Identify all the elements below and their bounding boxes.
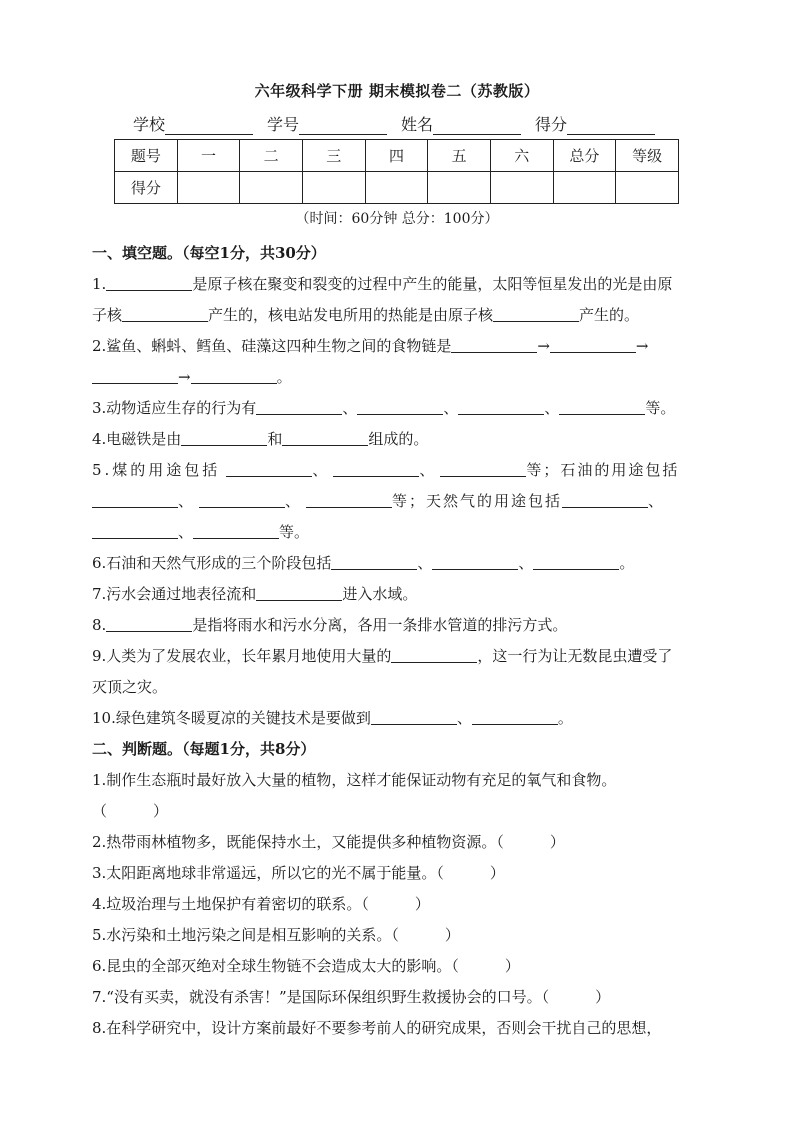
- question-5-line-1: [92, 455, 704, 486]
- separator: 、: [456, 709, 472, 727]
- question-number: 8.: [92, 616, 107, 634]
- question-text: 等；石油的用途包括: [526, 461, 680, 479]
- header-cell: 五: [428, 140, 491, 172]
- question-text: 9.人类为了发展农业，长年累月地使用大量的: [92, 647, 392, 665]
- header-cell: 等级: [616, 140, 679, 172]
- question-2-line-2: [92, 362, 704, 393]
- answer-blank[interactable]: [493, 304, 579, 322]
- score-field[interactable]: [535, 112, 655, 135]
- school-blank[interactable]: [165, 118, 253, 135]
- exam-title: 六年级科学下册 期末模拟卷二（苏教版）: [254, 82, 540, 100]
- question-text: 。: [557, 709, 573, 727]
- question-text: 等。: [279, 523, 310, 541]
- judge-1-line-1: 1.制作生态瓶时最好放入大量的植物，这样才能保证动物有充足的氧气和食物。: [92, 771, 617, 789]
- question-text: 10.绿色建筑冬暖夏凉的关键技术是要做到: [92, 709, 371, 727]
- paren-close: ）: [414, 895, 430, 913]
- question-text: 6.昆虫的全部灭绝对全球生物链不会造成太大的影响。: [92, 957, 452, 975]
- id-blank[interactable]: [299, 118, 387, 135]
- answer-blank[interactable]: [122, 304, 208, 322]
- question-text: 5.水污染和土地污染之间是相互影响的关系。: [92, 926, 392, 944]
- header-cell: 总分: [553, 140, 616, 172]
- question-text: 是指将雨水和污水分离，各用一条排水管道的排污方式。: [192, 616, 568, 634]
- score-cell[interactable]: [553, 172, 616, 204]
- score-cell[interactable]: [302, 172, 365, 204]
- question-10: [92, 703, 704, 734]
- answer-blank[interactable]: [92, 521, 178, 539]
- question-text: 2.热带雨林植物多，既能保持水土，又能提供多种植物资源。: [92, 833, 497, 851]
- separator: 、: [417, 554, 433, 572]
- separator: 、: [285, 492, 301, 510]
- name-field[interactable]: [401, 112, 521, 135]
- question-text: 3.太阳距离地球非常遥远，所以它的光不属于能量。: [92, 864, 437, 882]
- separator: 、: [648, 492, 664, 510]
- question-text: 5.煤的用途包括: [92, 461, 221, 479]
- answer-blank[interactable]: [391, 645, 477, 663]
- question-text: 4.垃圾治理与土地保护有着密切的联系。: [92, 895, 362, 913]
- answer-blank[interactable]: [458, 397, 544, 415]
- question-text: 4.电磁铁是由: [92, 430, 182, 448]
- paren-close: ）: [549, 833, 565, 851]
- paren-open: （: [436, 864, 444, 882]
- question-text: 。: [619, 554, 635, 572]
- question-7: [92, 579, 704, 610]
- separator: 、: [312, 461, 328, 479]
- question-text: 3.动物适应生存的行为有: [92, 399, 257, 417]
- header-cell: 六: [490, 140, 553, 172]
- separator: 、: [544, 399, 560, 417]
- time-note: （时间：60分钟 总分：100分）: [295, 211, 499, 227]
- question-text: 7.污水会通过地表径流和: [92, 585, 257, 603]
- score-label: 得分: [535, 115, 568, 134]
- score-cell[interactable]: [490, 172, 553, 204]
- answer-blank[interactable]: [559, 397, 645, 415]
- question-text: 。: [276, 368, 292, 386]
- answer-blank[interactable]: [226, 459, 312, 477]
- question-text: 组成的。: [368, 430, 429, 448]
- answer-blank[interactable]: [357, 397, 443, 415]
- arrow: →: [537, 337, 550, 355]
- school-label: 学校: [133, 115, 166, 134]
- answer-blank[interactable]: [306, 490, 392, 508]
- paren-open: （: [451, 957, 459, 975]
- section-title: 二、判断题。（每题1分，共8分）: [92, 740, 316, 758]
- question-text: 等。: [645, 399, 676, 417]
- question-5-line-3: [92, 517, 704, 548]
- question-text: 产生的。: [579, 306, 640, 324]
- header-cell: 题号: [115, 140, 178, 172]
- answer-blank[interactable]: [106, 614, 192, 632]
- separator: 、: [178, 492, 194, 510]
- score-cell[interactable]: [616, 172, 679, 204]
- answer-blank[interactable]: [550, 335, 636, 353]
- separator: 、: [443, 399, 459, 417]
- question-3: [92, 393, 704, 424]
- judge-3: [92, 858, 704, 889]
- judge-1-line-2: [92, 796, 704, 827]
- answer-blank[interactable]: [282, 428, 368, 446]
- question-5-line-2: [92, 486, 704, 517]
- question-text: 是原子核在聚变和裂变的过程中产生的能量，太阳等恒星发出的光是由原: [192, 275, 673, 293]
- score-table-header-row: [115, 140, 679, 172]
- id-field[interactable]: [267, 112, 387, 135]
- answer-blank[interactable]: [440, 459, 526, 477]
- arrow: →: [635, 337, 649, 355]
- answer-blank[interactable]: [331, 552, 417, 570]
- score-cell[interactable]: [177, 172, 240, 204]
- score-cell[interactable]: [428, 172, 491, 204]
- judge-2: [92, 827, 704, 858]
- answer-blank[interactable]: [562, 490, 648, 508]
- question-number: 1.: [92, 275, 107, 293]
- answer-blank[interactable]: [92, 366, 178, 384]
- paren-close: ）: [489, 864, 505, 882]
- paren-close: ）: [504, 957, 520, 975]
- name-blank[interactable]: [433, 118, 521, 135]
- judge-8-line-1: 8.在科学研究中，设计方案前最好不要参考前人的研究成果，否则会干扰自己的思想，: [92, 1019, 662, 1037]
- question-text: 进入水域。: [342, 585, 418, 603]
- answer-blank[interactable]: [106, 273, 192, 291]
- paren-open: （: [92, 802, 108, 820]
- judge-6: [92, 951, 704, 982]
- paren-close: ）: [595, 988, 611, 1006]
- answer-blank[interactable]: [333, 459, 419, 477]
- question-6: [92, 548, 704, 579]
- question-4: [92, 424, 704, 455]
- paren-close: ）: [153, 802, 169, 820]
- answer-blank[interactable]: [193, 521, 279, 539]
- score-cell[interactable]: [240, 172, 303, 204]
- score-cell[interactable]: [365, 172, 428, 204]
- answer-blank[interactable]: [256, 583, 342, 601]
- question-9-line-1: [92, 641, 704, 672]
- id-label: 学号: [267, 115, 300, 134]
- score-blank[interactable]: [567, 118, 655, 135]
- question-9-line-2: [92, 672, 704, 703]
- separator: 、: [518, 554, 534, 572]
- separator: 、: [342, 399, 358, 417]
- header-cell: 四: [365, 140, 428, 172]
- header-cell: 二: [240, 140, 303, 172]
- answer-blank[interactable]: [199, 490, 285, 508]
- question-1-line-2: [92, 300, 704, 331]
- question-text: 7.“没有买卖，就没有杀害！”是国际环保组织野生救援协会的口号。: [92, 988, 542, 1006]
- question-text: 灭顶之灾。: [92, 678, 168, 696]
- row-label-cell: 得分: [115, 172, 178, 204]
- answer-blank[interactable]: [191, 366, 277, 384]
- question-text: 6.石油和天然气形成的三个阶段包括: [92, 554, 332, 572]
- question-2-line-1: [92, 331, 704, 362]
- answer-blank[interactable]: [371, 707, 457, 725]
- question-text: 2.鲨鱼、蝌蚪、鳕鱼、硅藻这四种生物之间的食物链是: [92, 337, 452, 355]
- answer-blank[interactable]: [533, 552, 619, 570]
- answer-blank[interactable]: [451, 335, 537, 353]
- question-text: 和: [267, 430, 283, 448]
- answer-blank[interactable]: [472, 707, 558, 725]
- answer-blank[interactable]: [432, 552, 518, 570]
- arrow: →: [178, 368, 191, 386]
- question-text: 子核: [92, 306, 123, 324]
- header-cell: 一: [177, 140, 240, 172]
- question-8: [92, 610, 704, 641]
- answer-blank[interactable]: [256, 397, 342, 415]
- judge-5: [92, 920, 704, 951]
- judge-4: [92, 889, 704, 920]
- paren-open: （: [541, 988, 550, 1006]
- paren-close: ）: [444, 926, 460, 944]
- section-title: 一、填空题。（每空1分，共30分）: [92, 244, 326, 262]
- paren-open: （: [391, 926, 399, 944]
- judge-7: [92, 982, 704, 1013]
- header-cell: 三: [302, 140, 365, 172]
- separator: 、: [178, 523, 194, 541]
- answer-blank[interactable]: [181, 428, 267, 446]
- separator: 、: [419, 461, 435, 479]
- question-text: 产生的，核电站发电所用的热能是由原子核: [208, 306, 494, 324]
- school-field[interactable]: [133, 112, 253, 135]
- name-label: 姓名: [401, 115, 434, 134]
- score-table: [114, 139, 679, 204]
- paren-open: （: [496, 833, 504, 851]
- student-info-row: [133, 112, 693, 135]
- exam-content: [92, 238, 704, 1044]
- question-text: ，这一行为让无数昆虫遭受了: [477, 647, 673, 665]
- question-text: 等；天然气的用途包括: [392, 492, 563, 510]
- score-table-score-row: [115, 172, 679, 204]
- answer-blank[interactable]: [92, 490, 178, 508]
- question-1-line-1: [92, 269, 704, 300]
- paren-open: （: [361, 895, 369, 913]
